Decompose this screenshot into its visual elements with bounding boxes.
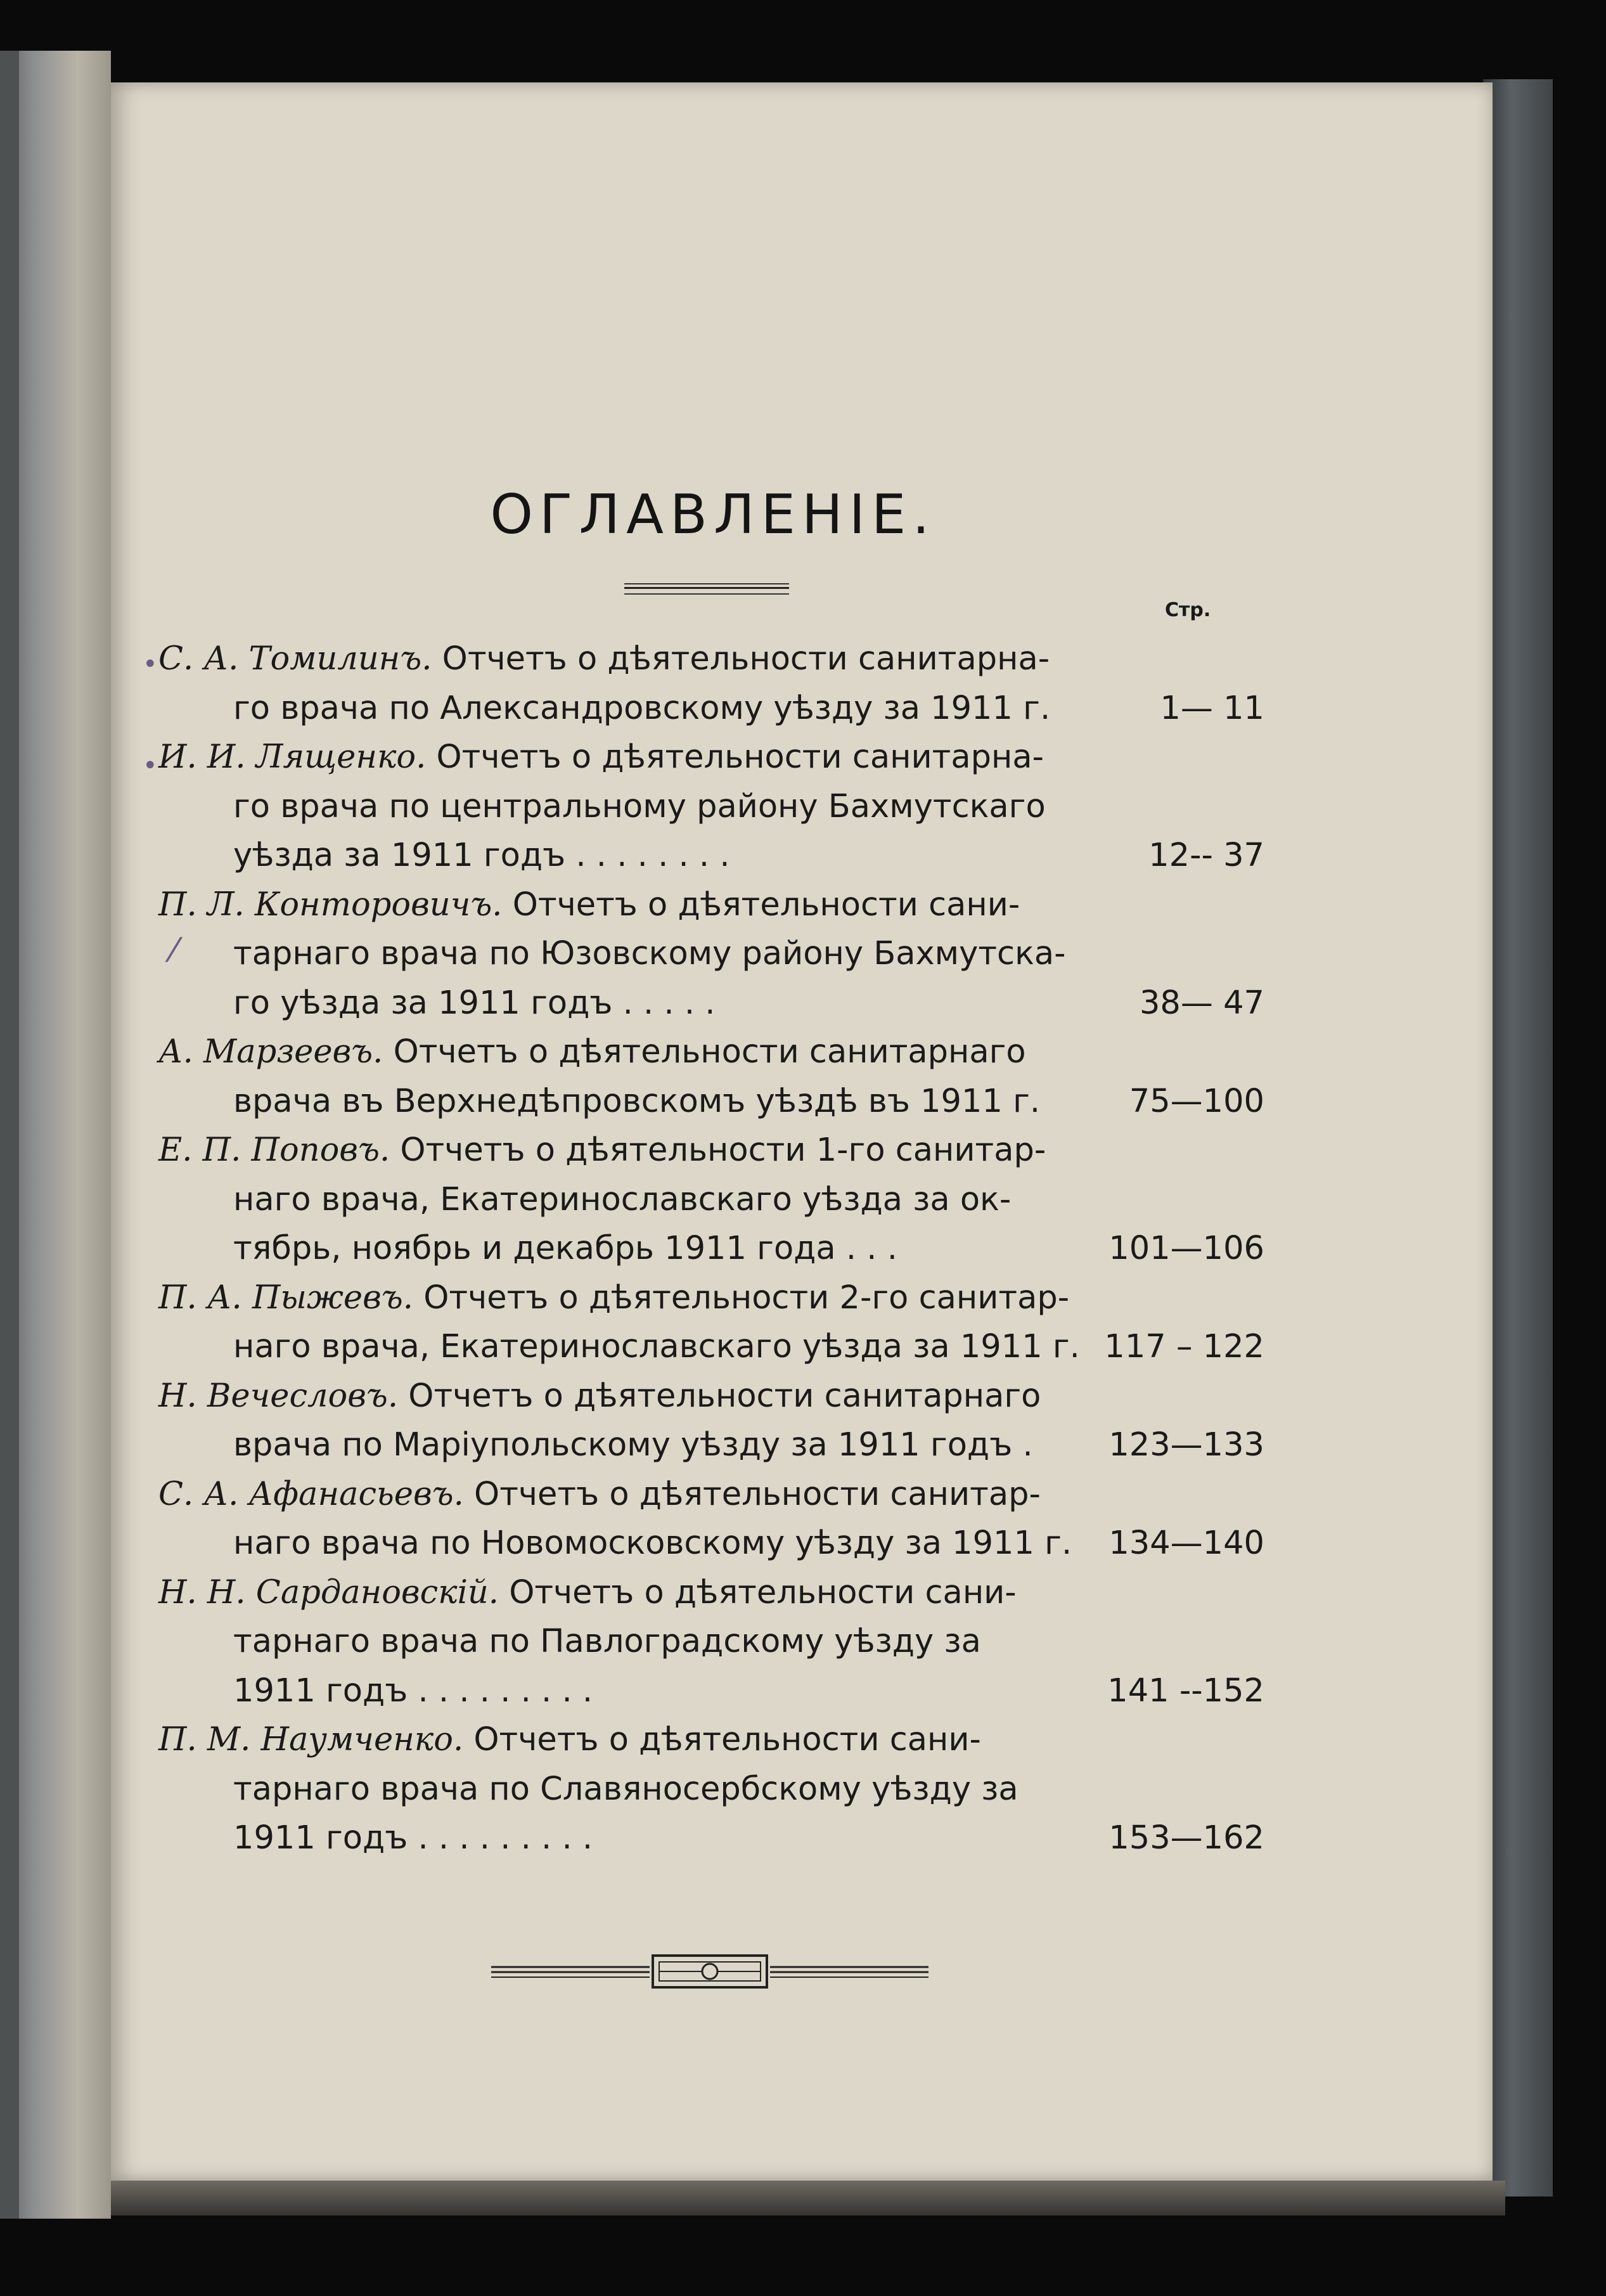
page-title: ОГЛАВЛЕНІЕ.	[490, 483, 936, 546]
toc-entry-text: Отчетъ о дѣятельности санитарнаго	[398, 1377, 1041, 1415]
toc-entry-first-line	[158, 634, 1050, 685]
toc-entry-text: го уѣзда за 1911 годъ . . . . .	[233, 984, 716, 1022]
toc-author: И. И. Лященко.	[158, 738, 427, 776]
toc-entry-text: тарнаго врача по Юзовскому району Бахмутска-	[233, 935, 1066, 972]
toc-page-range: 117 – 122	[1104, 1328, 1264, 1365]
pen-mark: •	[143, 650, 158, 679]
toc-author: А. Марзеевъ.	[158, 1033, 383, 1071]
toc-page-range: 75—100	[1129, 1082, 1264, 1120]
toc-entry-first-line	[158, 880, 1020, 931]
toc-page-range: 101—106	[1108, 1230, 1264, 1267]
right-cover-board	[1483, 79, 1553, 2196]
toc-entry-text: Отчетъ о дѣятельности санитарнаго	[383, 1033, 1026, 1071]
toc-entry-text: го врача по центральному району Бахмутскаго	[233, 787, 1046, 825]
toc-entry-text: врача въ Верхнедѣпровскомъ уѣздѣ въ 1911 г.	[233, 1082, 1041, 1120]
toc-entry-text: Отчетъ о дѣятельности санитарна-	[426, 738, 1044, 776]
toc-page-range: 38— 47	[1139, 984, 1264, 1022]
toc-entry-text: Отчетъ о дѣятельности 1-го санитар-	[390, 1132, 1046, 1169]
toc-entry-text: наго врача по Новомосковскому уѣзду за 1911 г.	[233, 1525, 1072, 1562]
toc-author: Н. Н. Сардановскій.	[158, 1573, 499, 1611]
toc-entry-text: Отчетъ о дѣятельности санитар-	[463, 1475, 1041, 1513]
toc-author: П. Л. Конторовичъ.	[158, 886, 503, 924]
pen-mark: ⁄	[171, 932, 177, 970]
toc-author: С. А. Афанасьевъ.	[158, 1475, 464, 1513]
toc-entry-text: 1911 годъ . . . . . . . . .	[233, 1672, 593, 1710]
toc-entry-text: Отчетъ о дѣятельности сани-	[463, 1721, 981, 1758]
toc-author: П. А. Пыжевъ.	[158, 1279, 413, 1317]
toc-entry-text: Отчетъ о дѣятельности 2-го санитар-	[413, 1279, 1070, 1317]
toc-page-range: 134—140	[1108, 1525, 1264, 1562]
toc-entry-text: тябрь, ноябрь и декабрь 1911 года . . .	[233, 1230, 897, 1267]
toc-page-range: 1— 11	[1160, 689, 1264, 727]
ornament-divider	[491, 1949, 928, 1994]
toc-author: Н. Вечесловъ.	[158, 1377, 399, 1415]
toc-entry-text: наго врача, Екатеринославскаго уѣзда за 1911 г.	[233, 1328, 1080, 1365]
toc-entry-first-line	[158, 1715, 981, 1765]
pen-mark: •	[143, 751, 158, 780]
toc-entry-text: Отчетъ о дѣятельности санитарна-	[432, 640, 1050, 678]
toc-entry-first-line	[158, 1273, 1069, 1324]
toc-entry-first-line	[158, 1125, 1046, 1176]
toc-entry-text: наго врача, Екатеринославскаго уѣзда за ок-	[233, 1180, 1012, 1218]
toc-page-range: 141 --152	[1107, 1672, 1264, 1710]
bottom-page-shadow	[111, 2181, 1505, 2215]
toc-entry-text: уѣзда за 1911 годъ . . . . . . . .	[233, 837, 730, 874]
toc-entry-text: тарнаго врача по Славяносербскому уѣзду за	[233, 1770, 1018, 1808]
toc-page-range: 153—162	[1108, 1819, 1264, 1857]
toc-entry-text: тарнаго врача по Павлоградскому уѣзду за	[233, 1623, 981, 1660]
toc-entry-text: го врача по Александровскому уѣзду за 1911 г.	[233, 689, 1051, 727]
toc-entry-first-line	[158, 1469, 1041, 1520]
toc-page-range: 123—133	[1108, 1426, 1264, 1464]
left-binding-cloth	[0, 51, 19, 2219]
toc-author: П. М. Наумченко.	[158, 1721, 464, 1758]
toc-entry-text: врача по Маріупольскому уѣзду за 1911 годъ .	[233, 1426, 1033, 1464]
toc-author: Е. П. Поповъ.	[158, 1132, 390, 1169]
toc-entry-first-line	[158, 1371, 1041, 1422]
toc-page-range: 12-- 37	[1148, 837, 1264, 874]
toc-entry-text: Отчетъ о дѣятельности сани-	[502, 886, 1020, 924]
toc-author: С. А. Томилинъ.	[158, 640, 432, 678]
pages-column-label: Стр.	[1165, 599, 1211, 621]
title-underline	[624, 583, 789, 595]
toc-entry-text: 1911 годъ . . . . . . . . .	[233, 1819, 593, 1857]
toc-entry-first-line	[158, 1027, 1026, 1078]
toc-entry-first-line	[158, 1568, 1017, 1618]
toc-entry-text: Отчетъ о дѣятельности сани-	[498, 1573, 1017, 1611]
toc-entry-first-line	[158, 732, 1044, 783]
